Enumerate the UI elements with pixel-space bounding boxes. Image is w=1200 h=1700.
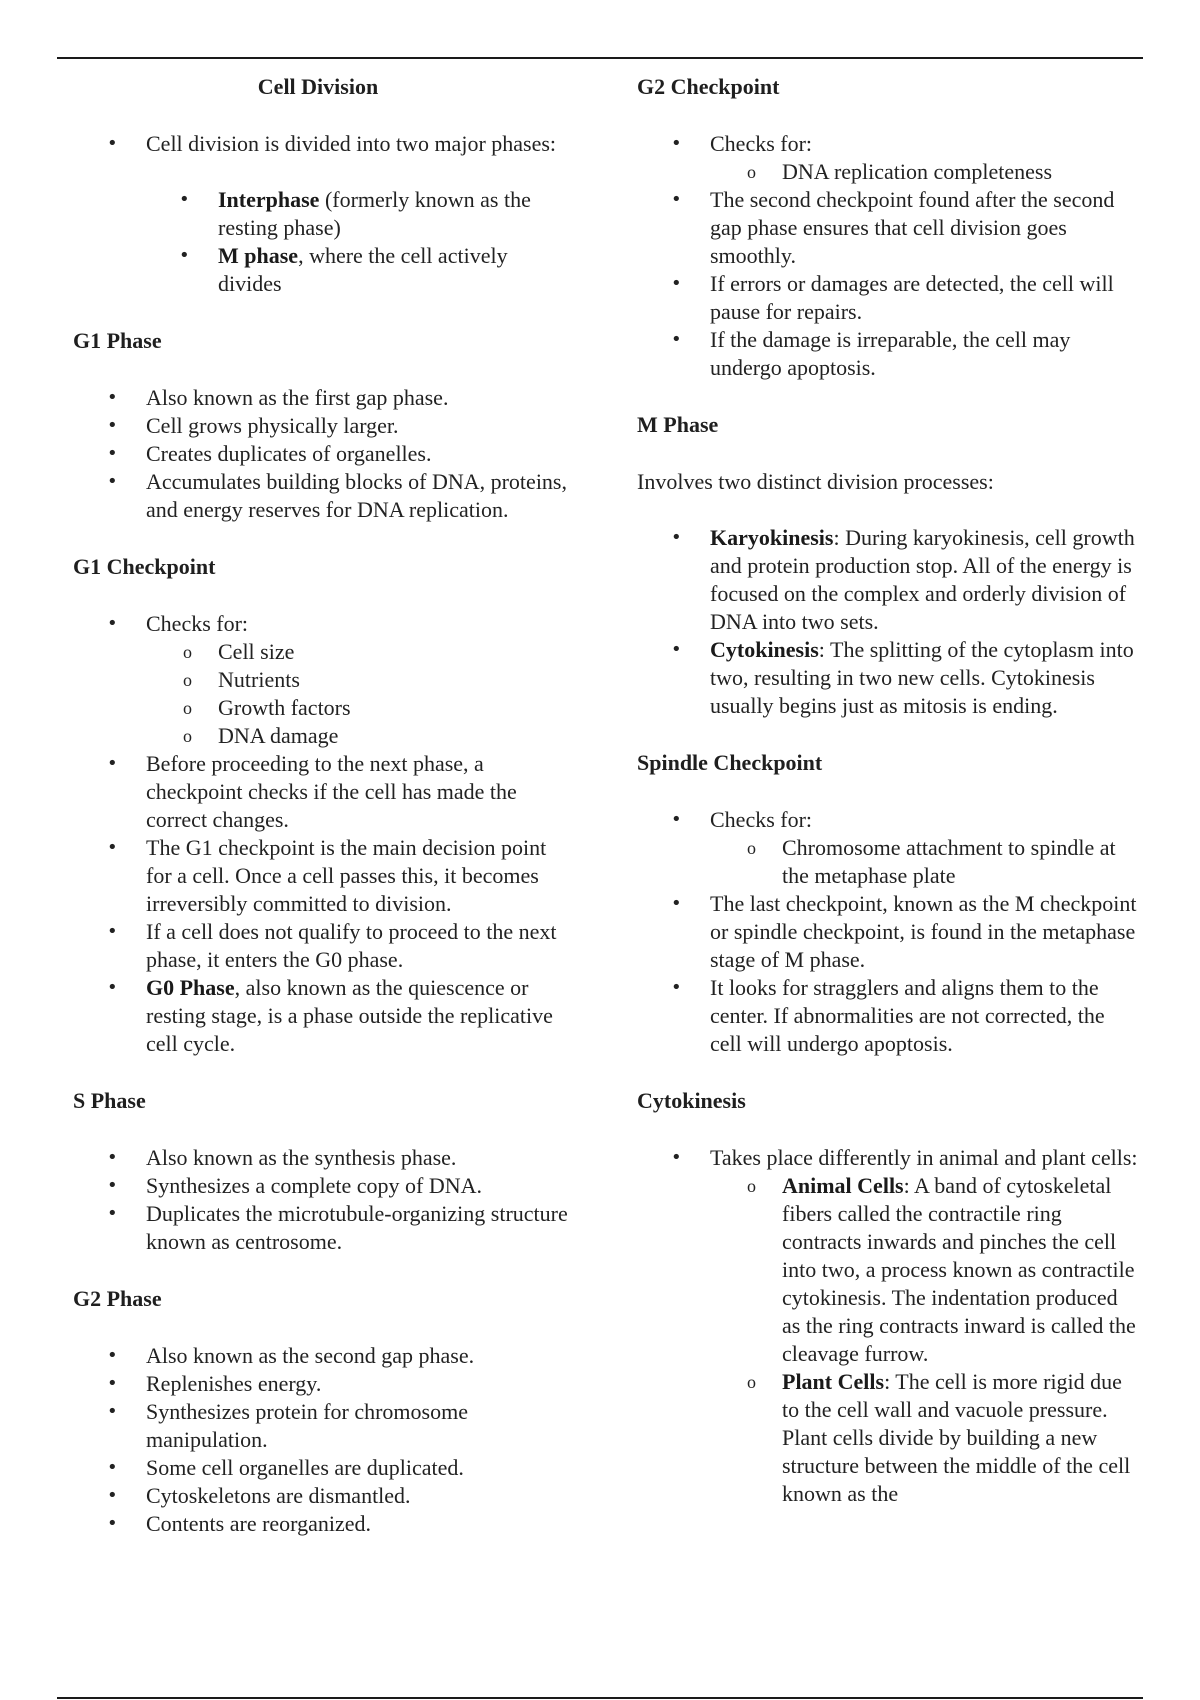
list-item: • The G1 checkpoint is the main decision point for a cell. Once a cell passes this, it becomes irreversibly committed to division. — [73, 834, 573, 918]
list-item: • Also known as the first gap phase. — [73, 384, 573, 412]
list-item: • Contents are reorganized. — [73, 1510, 573, 1538]
term: Karyokinesis — [710, 525, 834, 550]
list-item: • The second checkpoint found after the second gap phase ensures that cell division goes smoothly. — [637, 186, 1139, 270]
cytokinesis-heading: Cytokinesis — [637, 1088, 746, 1113]
sub-item: o Nutrients — [146, 666, 573, 694]
list-item: • Accumulates building blocks of DNA, proteins, and energy reserves for DNA replication. — [73, 468, 573, 524]
list-item: • G0 Phase, also known as the quiescence or resting stage, is a phase outside the replicative cell cycle. — [73, 974, 573, 1058]
sub-item: o Chromosome attachment to spindle at the metaphase plate — [710, 834, 1139, 890]
term: Animal Cells — [782, 1173, 904, 1198]
list-item: • M phase, where the cell actively divides — [73, 242, 573, 298]
top-rule — [57, 57, 1143, 59]
list-item: • Synthesizes protein for chromosome manipulation. — [73, 1398, 573, 1454]
list-item: • Cytoskeletons are dismantled. — [73, 1482, 573, 1510]
list-item: • Duplicates the microtubule-organizing structure known as centrosome. — [73, 1200, 573, 1256]
g2-checkpoint-list — [637, 130, 1139, 382]
g2-phase-list — [73, 1342, 573, 1538]
list-item: • Synthesizes a complete copy of DNA. — [73, 1172, 573, 1200]
left-column — [73, 72, 573, 1566]
sub-item: o Animal Cells: A band of cytoskeletal fibers called the contractile ring contracts inwards and pinches the cell into two, a process known as contractile cytokinesis. The indentation produced as the ring contracts inward is called the cleavage furrow. — [710, 1172, 1139, 1368]
list-item: • Interphase (formerly known as the resting phase) — [73, 186, 573, 242]
term: M phase — [218, 243, 299, 268]
spindle-checkpoint-heading: Spindle Checkpoint — [637, 750, 823, 775]
g1-checks-sublist — [146, 638, 573, 750]
list-item: • Checks for: o Chromosome attachment to spindle at the metaphase plate — [637, 806, 1139, 890]
term: Cytokinesis — [710, 637, 819, 662]
list-item: • Cytokinesis: The splitting of the cytoplasm into two, resulting in two new cells. Cytokinesis usually begins just as mitosis is ending. — [637, 636, 1139, 720]
list-item: • The last checkpoint, known as the M checkpoint or spindle checkpoint, is found in the metaphase stage of M phase. — [637, 890, 1139, 974]
term: Interphase — [218, 187, 320, 212]
g2-checkpoint-heading: G2 Checkpoint — [637, 74, 780, 99]
bottom-rule — [57, 1697, 1143, 1699]
list-item: • If a cell does not qualify to proceed to the next phase, it enters the G0 phase. — [73, 918, 573, 974]
sub-item: o DNA replication completeness — [710, 158, 1139, 186]
list-item: • Cell division is divided into two major phases: — [73, 130, 573, 158]
list-item: • Some cell organelles are duplicated. — [73, 1454, 573, 1482]
list-item: • It looks for stragglers and aligns them to the center. If abnormalities are not corrected, the cell will undergo apoptosis. — [637, 974, 1139, 1058]
term: Plant Cells — [782, 1369, 885, 1394]
g1-checkpoint-list — [73, 610, 573, 1058]
m-phase-intro: Involves two distinct division processes: — [637, 469, 994, 494]
cytokinesis-sublist — [710, 1172, 1139, 1508]
g2-checks-sublist — [710, 158, 1139, 186]
cell-division-heading: Cell Division — [257, 74, 379, 99]
cytokinesis-list — [637, 1144, 1139, 1508]
g1-phase-list — [73, 384, 573, 524]
g1-phase-heading: G1 Phase — [73, 328, 162, 353]
m-phase-heading: M Phase — [637, 412, 719, 437]
spindle-checkpoint-list — [637, 806, 1139, 1058]
sub-item: o Plant Cells: The cell is more rigid due to the cell wall and vacuole pressure. Plant cells divide by building a new structure between the middle of the cell known as the — [710, 1368, 1139, 1508]
list-item: • If the damage is irreparable, the cell may undergo apoptosis. — [637, 326, 1139, 382]
g1-checkpoint-heading: G1 Checkpoint — [73, 554, 216, 579]
list-item: • Also known as the synthesis phase. — [73, 1144, 573, 1172]
list-item: • Before proceeding to the next phase, a checkpoint checks if the cell has made the correct changes. — [73, 750, 573, 834]
list-item: • Checks for: o Cell size o Nutrients o Growth factors o DNA damage — [73, 610, 573, 750]
list-item: • Creates duplicates of organelles. — [73, 440, 573, 468]
list-item: • Takes place differently in animal and plant cells: o Animal Cells: A band of cytoskeletal fibers called the contractile ring contracts inwards and pinches the cell into two, a process known as contractile cytokinesis. The indentation produced as the ring contracts inward is called the cleavage furrow. o Plant Cells: The cell is more rigid due to the cell wall and vacuole pressure. Plant cells divide by building a new structure between the middle of the cell known as the — [637, 1144, 1139, 1508]
list-item: • If errors or damages are detected, the cell will pause for repairs. — [637, 270, 1139, 326]
right-column — [637, 72, 1139, 1536]
sub-item: o DNA damage — [146, 722, 573, 750]
s-phase-heading: S Phase — [73, 1088, 146, 1113]
sub-item: o Cell size — [146, 638, 573, 666]
sub-item: o Growth factors — [146, 694, 573, 722]
m-phase-list — [637, 524, 1139, 720]
cell-division-list — [73, 130, 573, 158]
term: G0 Phase — [146, 975, 235, 1000]
spindle-checks-sublist — [710, 834, 1139, 890]
list-item: • Also known as the second gap phase. — [73, 1342, 573, 1370]
list-item: • Karyokinesis: During karyokinesis, cell growth and protein production stop. All of the energy is focused on the complex and orderly division of DNA into two sets. — [637, 524, 1139, 636]
list-item: • Cell grows physically larger. — [73, 412, 573, 440]
s-phase-list — [73, 1144, 573, 1256]
list-item: • Checks for: o DNA replication completeness — [637, 130, 1139, 186]
list-item: • Replenishes energy. — [73, 1370, 573, 1398]
phases-list — [73, 186, 573, 298]
g2-phase-heading: G2 Phase — [73, 1286, 162, 1311]
